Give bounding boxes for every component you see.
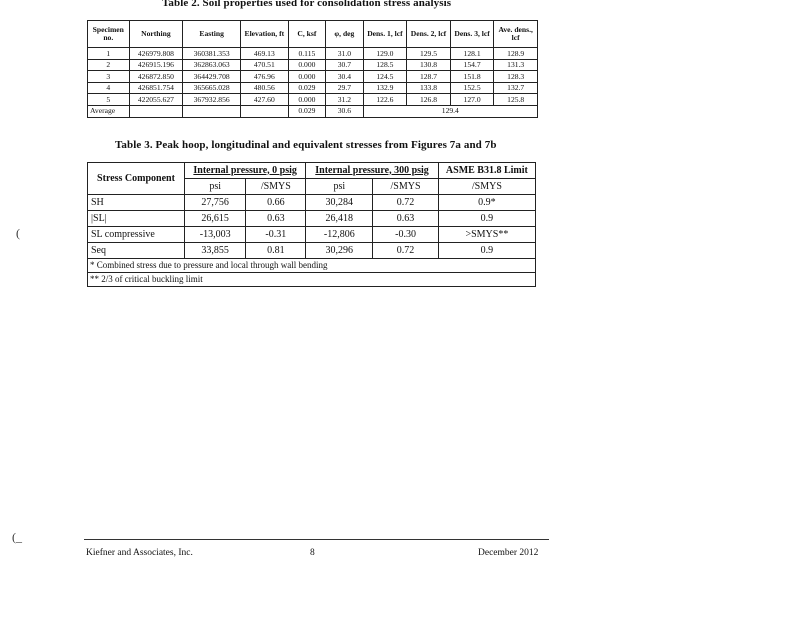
table-cell: 362863.063 bbox=[183, 59, 241, 71]
average-phi: 30.6 bbox=[326, 105, 364, 117]
table-cell: -0.31 bbox=[246, 227, 306, 243]
smys-subheader: /SMYS bbox=[246, 179, 306, 195]
table-cell: 2 bbox=[88, 59, 130, 71]
table2-caption: Table 2. Soil properties used for consolidation stress analysis bbox=[162, 0, 452, 9]
table-cell: 5 bbox=[88, 94, 130, 106]
table-cell: 480.56 bbox=[241, 82, 289, 94]
psi-subheader: psi bbox=[185, 179, 246, 195]
table-row bbox=[88, 211, 536, 227]
table-cell: 422055.627 bbox=[129, 94, 183, 106]
table-cell: 0.029 bbox=[288, 82, 326, 94]
table-cell: 33,855 bbox=[185, 243, 246, 259]
smys-subheader: /SMYS bbox=[373, 179, 438, 195]
table-cell: 132.9 bbox=[363, 82, 407, 94]
table-cell: 426851.754 bbox=[129, 82, 183, 94]
table-cell: 154.7 bbox=[450, 59, 494, 71]
table-cell: 128.9 bbox=[494, 48, 538, 60]
table-cell: 360381.353 bbox=[183, 48, 241, 60]
table-row bbox=[88, 243, 536, 259]
table-cell: 30,284 bbox=[306, 195, 373, 211]
table-cell: 151.8 bbox=[450, 71, 494, 83]
table-cell: 129.0 bbox=[363, 48, 407, 60]
col-header: Elevation, ft bbox=[241, 21, 289, 48]
table-cell: 0.9 bbox=[438, 243, 535, 259]
table-cell: 426979.808 bbox=[129, 48, 183, 60]
col-header: C, ksf bbox=[288, 21, 326, 48]
table-cell: 0.000 bbox=[288, 71, 326, 83]
col-header: Dens. 3, lcf bbox=[450, 21, 494, 48]
peak-stress-table bbox=[87, 162, 536, 287]
table-cell: 476.96 bbox=[241, 71, 289, 83]
table-cell: 3 bbox=[88, 71, 130, 83]
table-cell: 132.7 bbox=[494, 82, 538, 94]
footnote-combined-stress: * Combined stress due to pressure and local through wall bending bbox=[88, 259, 536, 273]
col-header: Easting bbox=[183, 21, 241, 48]
table-cell: 26,615 bbox=[185, 211, 246, 227]
table-cell: 0.72 bbox=[373, 195, 438, 211]
table-cell: 128.5 bbox=[363, 59, 407, 71]
table-cell: 30.7 bbox=[326, 59, 364, 71]
table-row bbox=[88, 71, 538, 83]
table-cell: 426915.196 bbox=[129, 59, 183, 71]
table-cell: 30.4 bbox=[326, 71, 364, 83]
stress-component-header: Stress Component bbox=[88, 163, 185, 195]
col-header: Ave. dens., lcf bbox=[494, 21, 538, 48]
table-cell: -12,806 bbox=[306, 227, 373, 243]
table-row bbox=[88, 94, 538, 106]
average-row bbox=[88, 105, 538, 117]
psi-subheader: psi bbox=[306, 179, 373, 195]
table-cell: 130.8 bbox=[407, 59, 451, 71]
stress-component-name: SH bbox=[88, 195, 185, 211]
asme-limit-header: ASME B31.8 Limit bbox=[438, 163, 535, 179]
col-header: Dens. 2, lcf bbox=[407, 21, 451, 48]
table-row bbox=[88, 227, 536, 243]
table-cell: 127.0 bbox=[450, 94, 494, 106]
table-row bbox=[88, 59, 538, 71]
table-cell: 27,756 bbox=[185, 195, 246, 211]
table-cell: 133.8 bbox=[407, 82, 451, 94]
table-cell: 125.8 bbox=[494, 94, 538, 106]
table-header-row bbox=[88, 21, 538, 48]
table-cell: 0.9* bbox=[438, 195, 535, 211]
table-cell: 131.3 bbox=[494, 59, 538, 71]
table-cell: 29.7 bbox=[326, 82, 364, 94]
table2-body bbox=[88, 48, 538, 106]
smys-subheader: /SMYS bbox=[438, 179, 535, 195]
scan-mark: ( bbox=[16, 226, 20, 240]
stress-component-name: |SL| bbox=[88, 211, 185, 227]
table-row bbox=[88, 195, 536, 211]
table-cell: 0.72 bbox=[373, 243, 438, 259]
table-row bbox=[88, 48, 538, 60]
table3-body bbox=[88, 195, 536, 259]
table-cell: 126.8 bbox=[407, 94, 451, 106]
table-cell: 0.63 bbox=[246, 211, 306, 227]
col-header: φ, deg bbox=[326, 21, 364, 48]
table-cell: 0.115 bbox=[288, 48, 326, 60]
table-cell: 0.81 bbox=[246, 243, 306, 259]
table-cell: 4 bbox=[88, 82, 130, 94]
stress-component-name: Seq bbox=[88, 243, 185, 259]
table-cell: 0.63 bbox=[373, 211, 438, 227]
table-cell: 426872.850 bbox=[129, 71, 183, 83]
average-density: 129.4 bbox=[363, 105, 537, 117]
table-cell: 128.3 bbox=[494, 71, 538, 83]
table-cell: 152.5 bbox=[450, 82, 494, 94]
table-cell: 1 bbox=[88, 48, 130, 60]
table-cell: 122.6 bbox=[363, 94, 407, 106]
table-cell: -13,003 bbox=[185, 227, 246, 243]
scan-mark: (_ bbox=[12, 530, 22, 544]
table-cell: 364429.708 bbox=[183, 71, 241, 83]
footer-date: December 2012 bbox=[478, 548, 539, 558]
table-row bbox=[88, 82, 538, 94]
table-cell: 0.000 bbox=[288, 94, 326, 106]
footer-rule bbox=[84, 539, 549, 540]
table-cell: 128.7 bbox=[407, 71, 451, 83]
table-cell: 129.5 bbox=[407, 48, 451, 60]
col-header: Northing bbox=[129, 21, 183, 48]
table-cell: 0.9 bbox=[438, 211, 535, 227]
table-cell: 30,296 bbox=[306, 243, 373, 259]
stress-component-name: SL compressive bbox=[88, 227, 185, 243]
table-cell: >SMYS** bbox=[438, 227, 535, 243]
table-cell: 128.1 bbox=[450, 48, 494, 60]
table-cell: 124.5 bbox=[363, 71, 407, 83]
table-cell: 367932.856 bbox=[183, 94, 241, 106]
footnote-buckling: ** 2/3 of critical buckling limit bbox=[88, 273, 536, 287]
table-cell: 365665.028 bbox=[183, 82, 241, 94]
table-cell: 31.0 bbox=[326, 48, 364, 60]
footer-company: Kiefner and Associates, Inc. bbox=[86, 548, 193, 558]
col-header: Specimen no. bbox=[88, 21, 130, 48]
table-cell: 470.51 bbox=[241, 59, 289, 71]
average-c: 0.029 bbox=[288, 105, 326, 117]
table-cell: 26,418 bbox=[306, 211, 373, 227]
table-cell: 0.66 bbox=[246, 195, 306, 211]
table3-caption: Table 3. Peak hoop, longitudinal and equivalent stresses from Figures 7a and 7b bbox=[115, 139, 497, 151]
average-label: Average bbox=[88, 105, 130, 117]
table-cell: 0.000 bbox=[288, 59, 326, 71]
pressure-0-header: Internal pressure, 0 psig bbox=[185, 163, 306, 179]
page-number: 8 bbox=[310, 548, 315, 558]
soil-properties-table bbox=[87, 20, 538, 118]
pressure-300-header: Internal pressure, 300 psig bbox=[306, 163, 438, 179]
table-cell: 469.13 bbox=[241, 48, 289, 60]
table-cell: -0.30 bbox=[373, 227, 438, 243]
table-cell: 31.2 bbox=[326, 94, 364, 106]
table-cell: 427.60 bbox=[241, 94, 289, 106]
col-header: Dens. 1, lcf bbox=[363, 21, 407, 48]
